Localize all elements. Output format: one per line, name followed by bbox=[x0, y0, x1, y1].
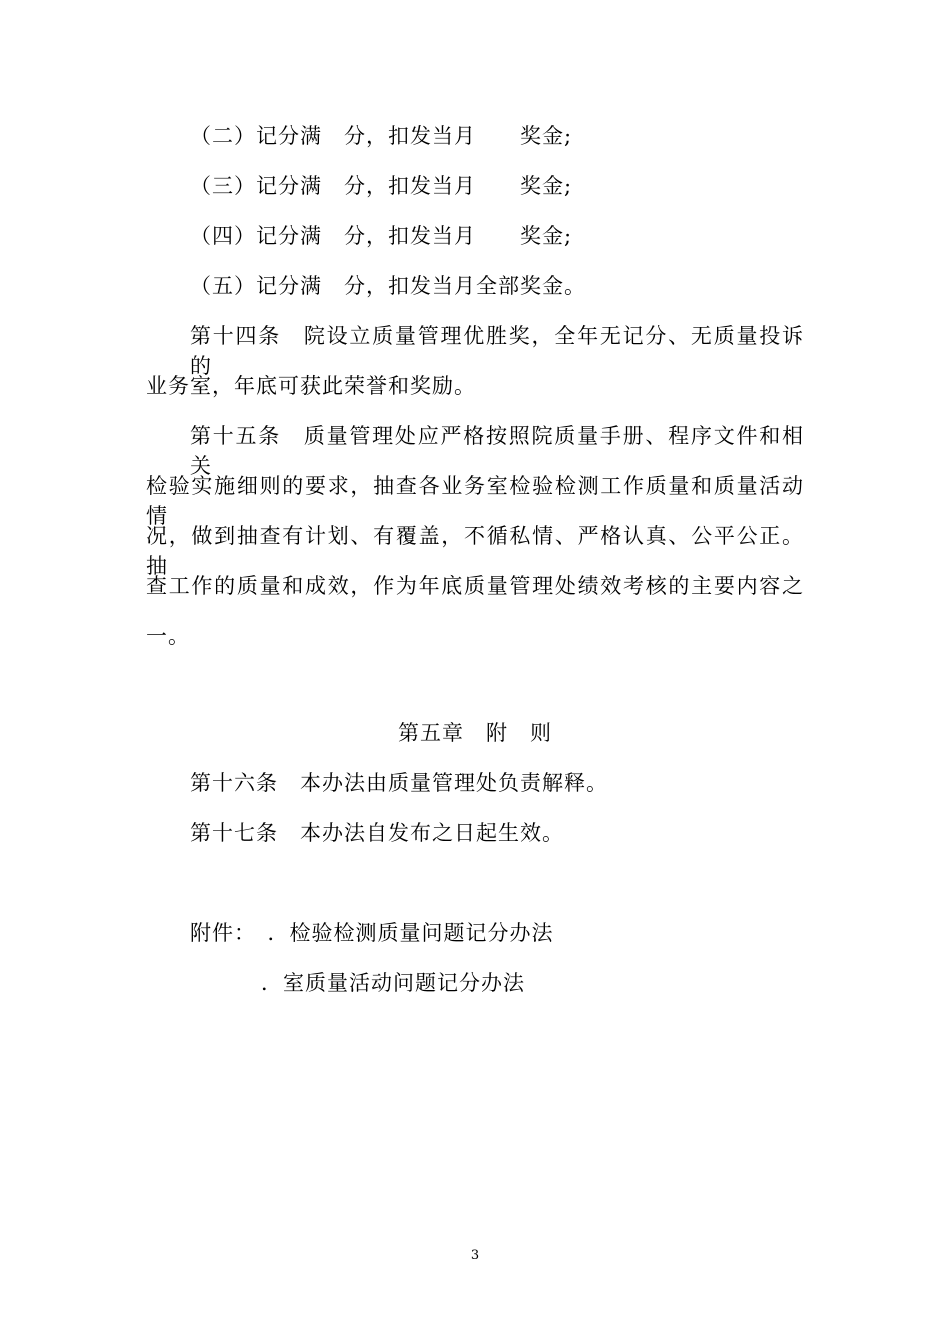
article-15-line-3: 况，做到抽查有计划、有覆盖，不循私情、严格认真、公平公正。抽 bbox=[146, 524, 804, 578]
article-15-line-2: 检验实施细则的要求，抽查各业务室检验检测工作质量和质量活动情 bbox=[146, 474, 804, 528]
clause-item-2: （二）记分满 分，扣发当月 奖金; bbox=[190, 124, 573, 148]
clause-item-5: （五）记分满 分，扣发当月全部奖金。 bbox=[190, 274, 586, 298]
article-14-line-2: 业务室，年底可获此荣誉和奖励。 bbox=[146, 374, 476, 398]
article-15-line-5: 一。 bbox=[146, 624, 190, 648]
article-16: 第十六条 本办法由质量管理处负责解释。 bbox=[190, 771, 608, 795]
clause-item-4: （四）记分满 分，扣发当月 奖金; bbox=[190, 224, 573, 248]
article-15-line-4: 查工作的质量和成效，作为年底质量管理处绩效考核的主要内容之 bbox=[146, 574, 804, 598]
article-17: 第十七条 本办法自发布之日起生效。 bbox=[190, 821, 564, 845]
attachment-1: 附件： ．检验检测质量问题记分办法 bbox=[190, 921, 554, 945]
article-14-line-1: 第十四条 院设立质量管理优胜奖，全年无记分、无质量投诉的 bbox=[190, 324, 804, 378]
article-15-line-1: 第十五条 质量管理处应严格按照院质量手册、程序文件和相关 bbox=[190, 424, 804, 478]
page-number: 3 bbox=[470, 1248, 480, 1263]
attachment-2: ．室质量活动问题记分办法 bbox=[261, 971, 525, 995]
chapter-heading: 第五章 附 则 bbox=[398, 721, 552, 745]
clause-item-3: （三）记分满 分，扣发当月 奖金; bbox=[190, 174, 573, 198]
